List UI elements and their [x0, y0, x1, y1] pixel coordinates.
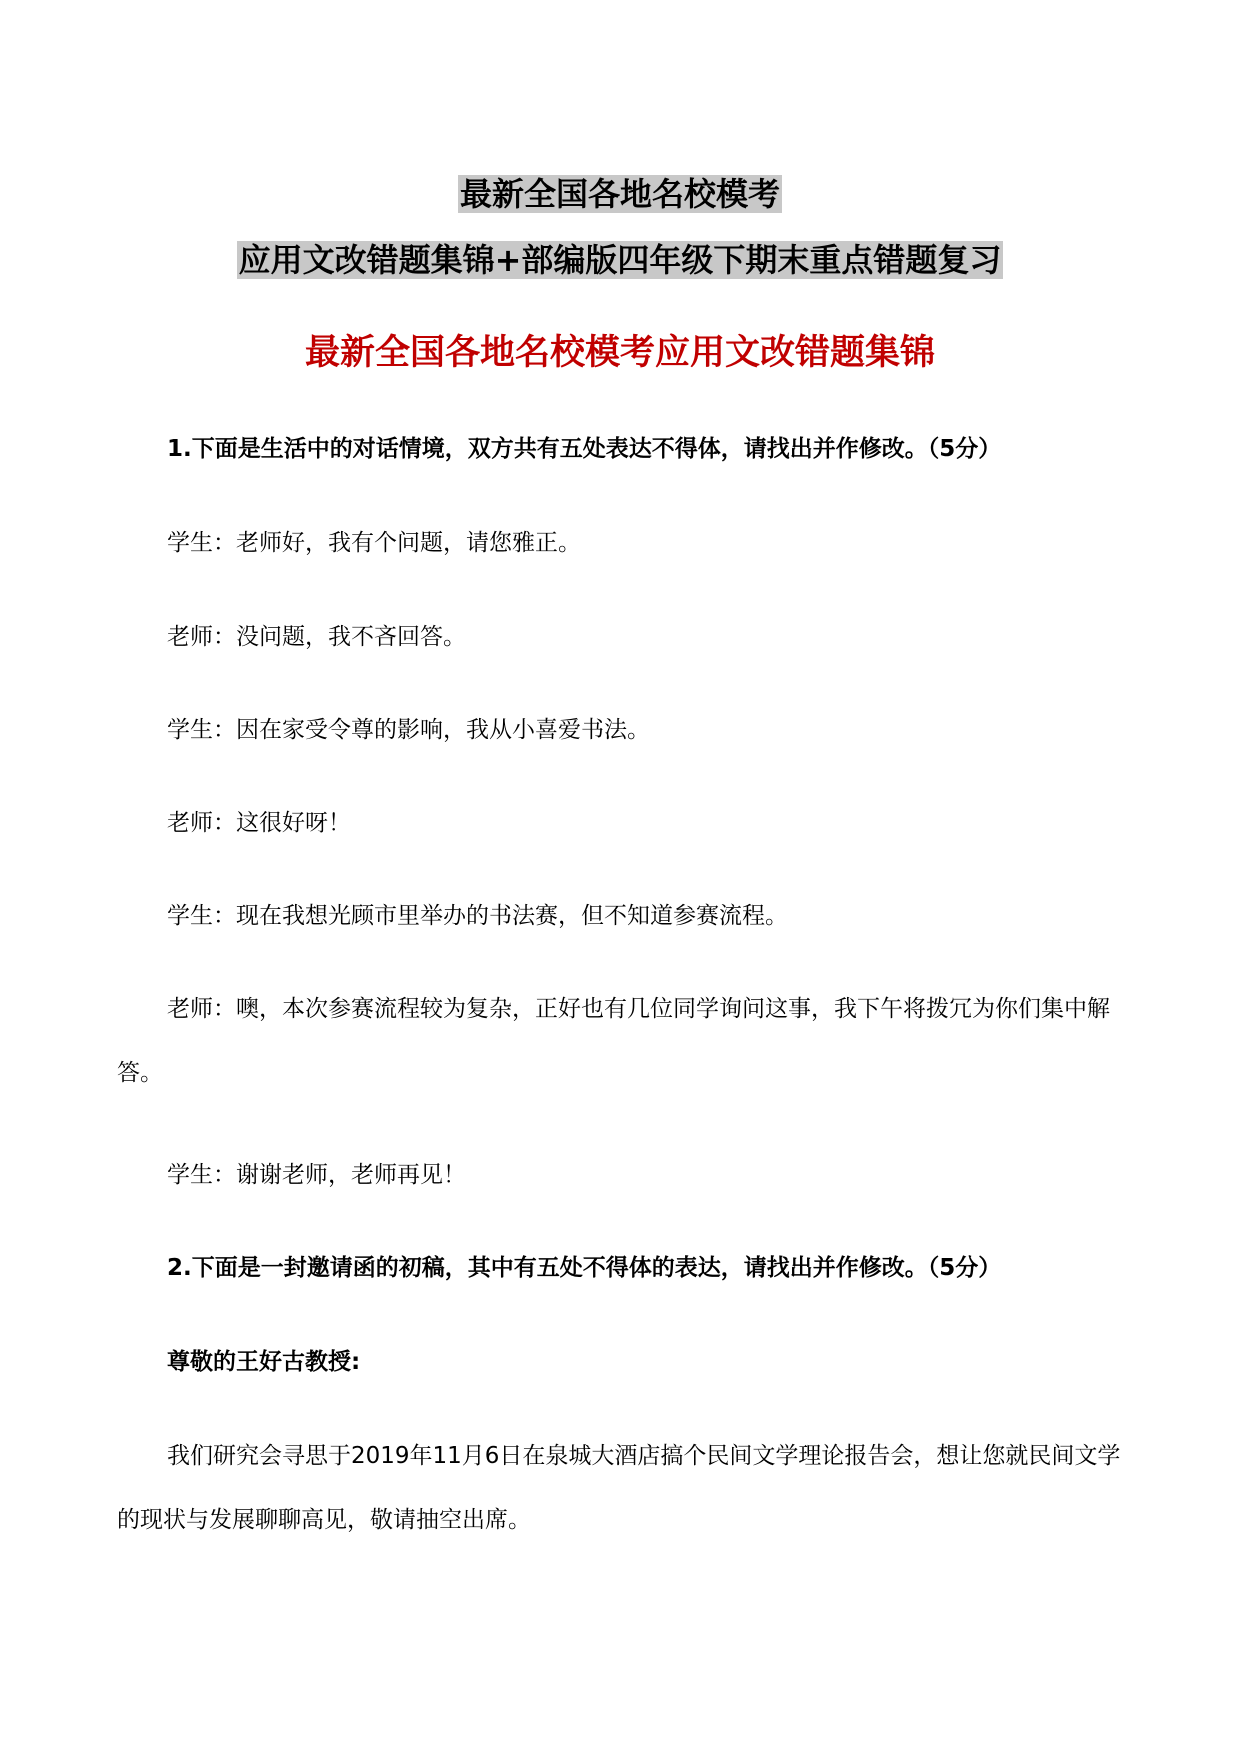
- question-1-prompt: 1.下面是生活中的对话情境，双方共有五处表达不得体，请找出并作修改。（5分）: [167, 436, 1002, 462]
- letter-salutation: 尊敬的王好古教授:: [167, 1349, 361, 1375]
- dialogue-line-7: 学生：谢谢老师，老师再见！: [167, 1162, 466, 1188]
- dialogue-line-4: 老师：这很好呀！: [167, 810, 351, 836]
- dialogue-line-5: 学生：现在我想光顾市里举办的书法赛，但不知道参赛流程。: [167, 903, 788, 929]
- dialogue-line-2: 老师：没问题，我不吝回答。: [167, 624, 466, 650]
- dialogue-line-3: 学生：因在家受令尊的影响，我从小喜爱书法。: [167, 717, 650, 743]
- title-line-1-text: 最新全国各地名校模考: [459, 175, 780, 213]
- dialogue-line-6: 老师：噢，本次参赛流程较为复杂，正好也有几位同学询问这事，我下午将拨冗为你们集中解答。: [117, 996, 1110, 1086]
- question-2-prompt: 2.下面是一封邀请函的初稿，其中有五处不得体的表达，请找出并作修改。（5分）: [167, 1255, 1002, 1281]
- document-title-line-2: [0, 240, 1240, 280]
- letter-body: 我们研究会寻思于2019年11月6日在泉城大酒店搞个民间文学理论报告会，想让您就民间文学的现状与发展聊聊高见，敬请抽空出席。: [117, 1443, 1121, 1533]
- document-title-line-1: [0, 174, 1240, 214]
- section-title: 最新全国各地名校模考应用文改错题集锦: [304, 333, 935, 373]
- title-line-2-text: 应用文改错题集锦+部编版四年级下期末重点错题复习: [238, 241, 1002, 279]
- dialogue-line-1: 学生：老师好，我有个问题，请您雅正。: [167, 530, 581, 556]
